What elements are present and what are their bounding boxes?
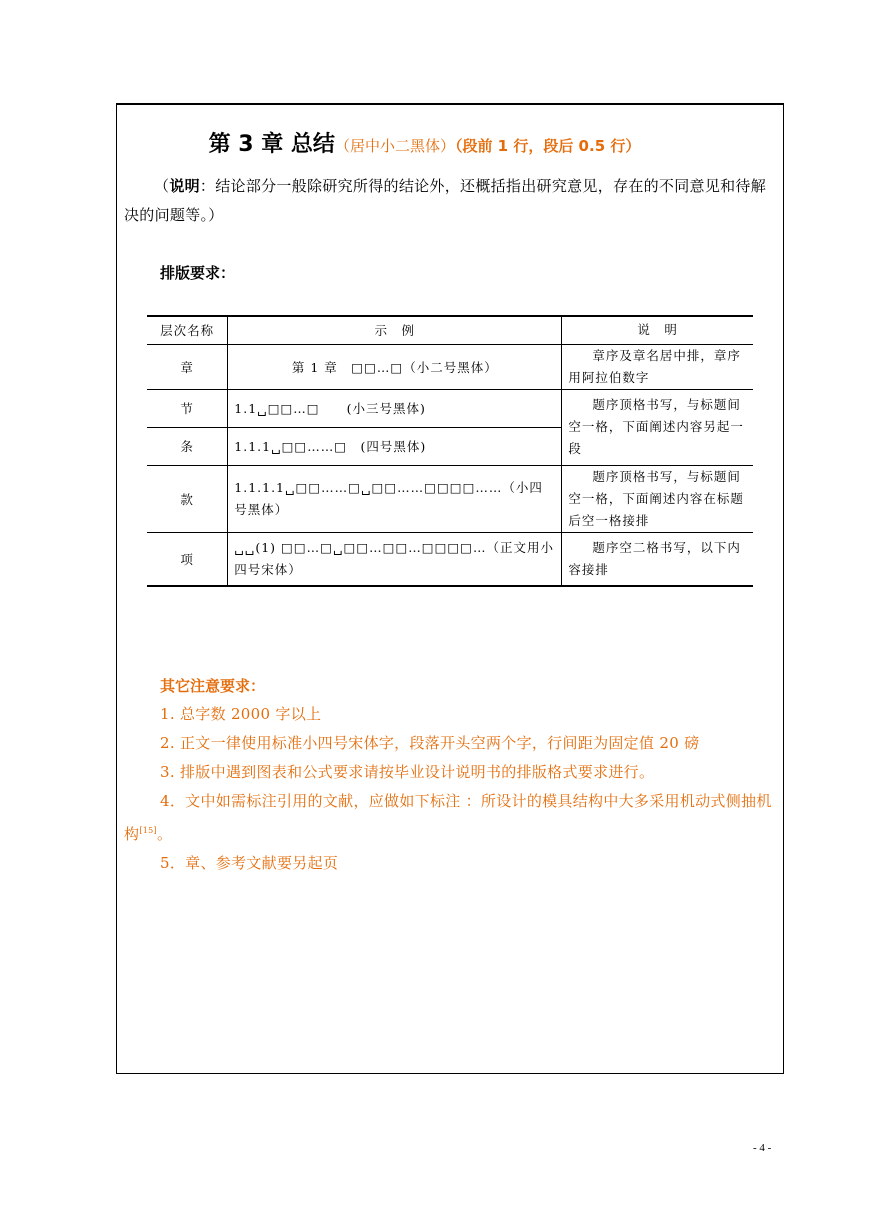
table-header-row [147, 316, 753, 344]
explanation-open-paren: （ [154, 177, 170, 195]
requirements-list [124, 700, 780, 878]
explanation-paragraph [124, 172, 780, 230]
list-item [124, 787, 780, 849]
explanation-text: ：结论部分一般除研究所得的结论外，还概括指出研究意见，存在的不同意见和待解决的问题等。） [124, 177, 767, 224]
cell-note: 题序空二格书写，以下内容接排 [562, 532, 753, 586]
list-item: 5．章、参考文献要另起页 [160, 854, 339, 872]
citation-note-text: 4．文中如需标注引用的文献，应做如下标注 ：所设计的模具结构中大多采用机动式侧抽机构 [124, 792, 772, 843]
cell-example: ␣␣(1) □□…□␣□□…□□…□□□□…（正文用小四号宋体） [228, 532, 562, 586]
citation-end: 。 [156, 825, 173, 843]
page-number: - 4 - [753, 1142, 772, 1154]
header-level: 层次名称 [147, 316, 228, 344]
cell-level: 条 [147, 427, 228, 465]
chapter-heading: 第 3 章 总结 [208, 132, 335, 157]
table-row [147, 344, 753, 389]
cell-example: 第 1 章 □□…□（小二号黑体） [228, 344, 562, 389]
chapter-title [0, 127, 869, 158]
list-item: 2. 正文一律使用标准小四号宋体字，段落开头空两个字，行间距为固定值 20 磅 [160, 734, 700, 752]
cell-note: 题序顶格书写，与标题间空一格，下面阐述内容另起一段 [562, 389, 753, 465]
citation-mark: [15] [139, 826, 157, 835]
format-table [147, 315, 753, 587]
cell-example: 1.1.1␣□□……□ (四号黑体) [228, 427, 562, 465]
other-requirements-heading: 其它注意要求： [160, 677, 266, 695]
spacing-note: （段前 1 行，段后 0.5 行） [454, 137, 641, 155]
layout-requirements-heading: 排版要求： [160, 264, 236, 282]
header-note: 说 明 [562, 316, 753, 344]
cell-example: 1.1.1.1␣□□……□␣□□……□□□□……（小四号黑体） [228, 465, 562, 532]
table-row [147, 465, 753, 532]
content-frame [116, 103, 784, 1074]
list-item: 3. 排版中遇到图表和公式要求请按毕业设计说明书的排版格式要求进行。 [160, 763, 655, 781]
explanation-label: 说明 [169, 177, 200, 195]
table-row [147, 532, 753, 586]
cell-level: 节 [147, 389, 228, 427]
cell-note: 题序顶格书写，与标题间空一格，下面阐述内容在标题后空一格接排 [562, 465, 753, 532]
header-example: 示 例 [228, 316, 562, 344]
cell-level: 款 [147, 465, 228, 532]
cell-level: 章 [147, 344, 228, 389]
cell-note: 章序及章名居中排，章序用阿拉伯数字 [562, 344, 753, 389]
cell-example: 1.1␣□□…□ (小三号黑体) [228, 389, 562, 427]
list-item: 1. 总字数 2000 字以上 [160, 705, 322, 723]
font-note: （居中小二黑体） [334, 137, 455, 155]
cell-level: 项 [147, 532, 228, 586]
table-row [147, 389, 753, 427]
